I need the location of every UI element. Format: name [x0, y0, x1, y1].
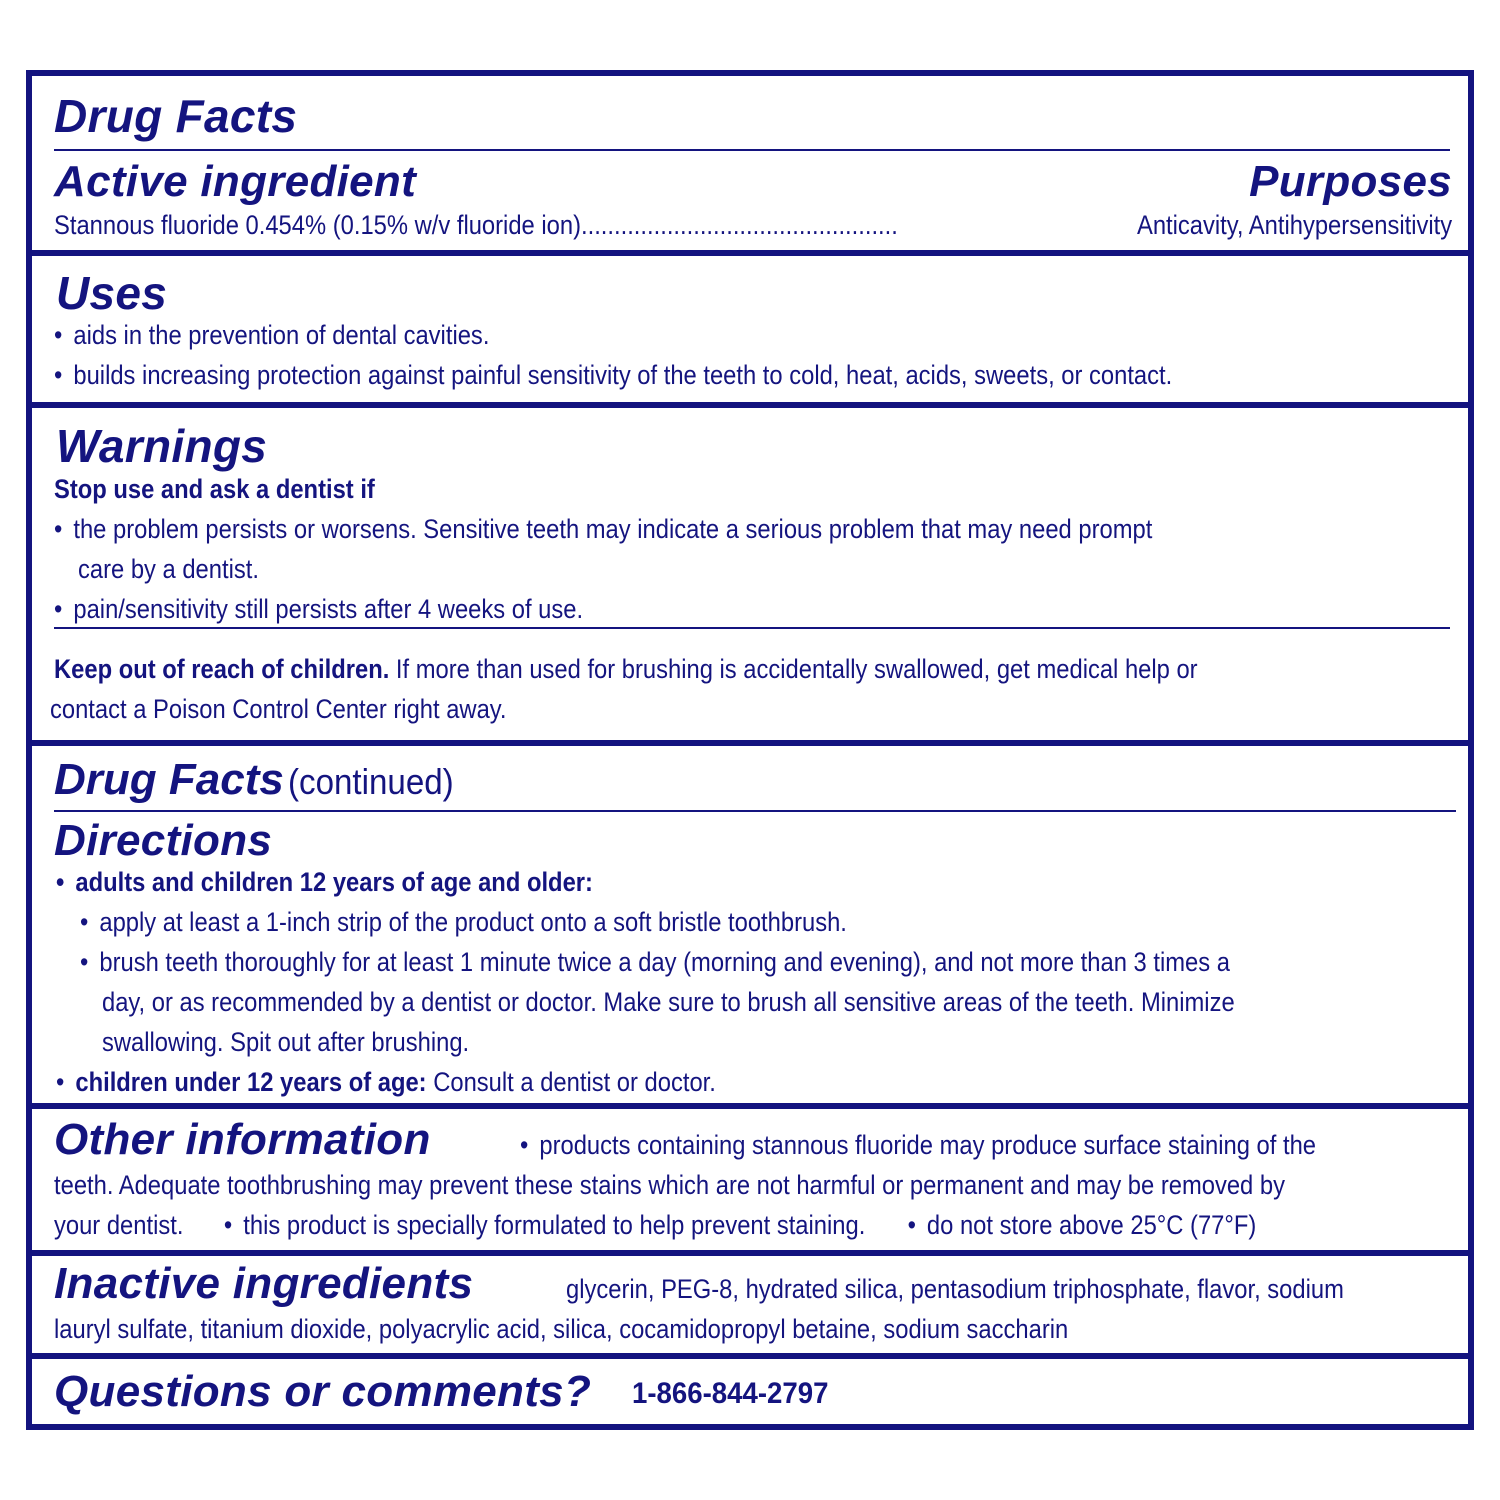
- directions-children-label: children under 12 years of age:: [75, 1067, 427, 1097]
- bullet: •: [54, 514, 63, 544]
- questions-heading: Questions or comments?: [54, 1367, 592, 1416]
- bullet: •: [80, 947, 89, 977]
- directions-children-text: Consult a dentist or doctor.: [433, 1067, 716, 1097]
- section-divider: [32, 250, 1468, 256]
- directions-adult-item-text: brush teeth thoroughly for at least 1 minute twice a day (morning and evening), and not more than 3 times a: [99, 947, 1230, 977]
- directions-adult-item: [80, 902, 847, 942]
- uses-item: [54, 315, 489, 355]
- other-information-text: products containing stannous fluoride may produce surface staining of the: [539, 1130, 1317, 1160]
- active-ingredient-text: [54, 205, 898, 245]
- bullet: •: [56, 1067, 65, 1097]
- other-information-line: [54, 1205, 1256, 1245]
- keep-out-bold: Keep out of reach of children.: [54, 654, 390, 684]
- purposes-heading: Purposes: [1249, 157, 1452, 206]
- bullet: •: [223, 1210, 233, 1240]
- directions-heading: Directions: [54, 816, 273, 865]
- bullet: •: [520, 1130, 529, 1160]
- inactive-ingredients-line: lauryl sulfate, titanium dioxide, polyacrylic acid, silica, cocamidopropyl betaine, sodium saccharin: [54, 1314, 1069, 1344]
- section-divider: [32, 1353, 1468, 1359]
- other-information-heading: Other information: [54, 1115, 431, 1164]
- other-information-text: do not store above 25°C (77°F): [926, 1210, 1257, 1240]
- warning-item-continuation: care by a dentist.: [78, 554, 259, 584]
- purpose-text: Anticavity, Antihypersensitivity: [1136, 210, 1452, 240]
- inactive-ingredients-heading: Inactive ingredients: [54, 1259, 474, 1308]
- warning-item-text: pain/sensitivity still persists after 4 weeks of use.: [73, 594, 584, 624]
- ingredient-name: Stannous fluoride 0.454% (0.15% w/v fluoride ion): [54, 210, 581, 240]
- warnings-rule: [54, 627, 1450, 629]
- warning-item: [54, 509, 1152, 549]
- other-information-text: your dentist.: [54, 1210, 184, 1240]
- drug-facts-panel: [26, 70, 1474, 1430]
- uses-heading: Uses: [56, 267, 168, 319]
- directions-adults: [56, 862, 593, 902]
- inactive-ingredients-line: glycerin, PEG-8, hydrated silica, pentasodium triphosphate, flavor, sodium: [566, 1274, 1344, 1304]
- directions-adult-item-continuation: day, or as recommended by a dentist or doctor. Make sure to brush all sensitive areas of the teeth. Minimize: [102, 987, 1235, 1017]
- other-information-line: teeth. Adequate toothbrushing may prevent these stains which are not harmful or permanent and may be removed by: [54, 1170, 1285, 1200]
- other-information-text: this product is specially formulated to help prevent staining.: [243, 1210, 866, 1240]
- directions-children: [56, 1062, 716, 1102]
- directions-adult-item: [80, 942, 1230, 982]
- section-divider: [32, 1103, 1468, 1109]
- title-rule: [54, 149, 1450, 151]
- questions-phone: 1-866-844-2797: [632, 1377, 829, 1410]
- bullet: •: [80, 907, 89, 937]
- bullet: •: [56, 867, 65, 897]
- section-divider: [32, 740, 1468, 746]
- warnings-heading: Warnings: [56, 420, 268, 472]
- continued-title: [54, 756, 468, 806]
- uses-item: [54, 355, 1172, 395]
- active-ingredient-heading: Active ingredient: [54, 157, 417, 206]
- bullet: •: [54, 594, 63, 624]
- other-information-item: [520, 1125, 1316, 1165]
- warning-item-text: the problem persists or worsens. Sensitive teeth may indicate a serious problem that may need prompt: [73, 514, 1153, 544]
- continued-title-main: Drug Facts: [54, 755, 284, 804]
- directions-adults-label: adults and children 12 years of age and older:: [75, 867, 593, 897]
- directions-adult-item-continuation: swallowing. Spit out after brushing.: [102, 1027, 470, 1057]
- section-divider: [32, 1250, 1468, 1256]
- drug-facts-title: Drug Facts: [54, 90, 298, 142]
- warnings-subheading: Stop use and ask a dentist if: [54, 474, 375, 504]
- bullet: •: [54, 360, 63, 390]
- continued-suffix: (continued): [288, 761, 454, 802]
- keep-out-text: If more than used for brushing is accidentally swallowed, get medical help or: [395, 654, 1198, 684]
- leader-dots: ................................................: [580, 210, 898, 240]
- bullet: •: [907, 1210, 916, 1240]
- continued-rule: [54, 810, 1456, 812]
- bullet: •: [54, 320, 63, 350]
- warning-item: [54, 589, 583, 629]
- uses-item-text: builds increasing protection against painful sensitivity of the teeth to cold, heat, acids, sweets, or contact.: [73, 360, 1173, 390]
- keep-out-line: [54, 649, 1198, 689]
- directions-adult-item-text: apply at least a 1-inch strip of the product onto a soft bristle toothbrush.: [99, 907, 847, 937]
- keep-out-line-2: contact a Poison Control Center right away.: [50, 694, 507, 724]
- uses-item-text: aids in the prevention of dental cavities.: [73, 320, 490, 350]
- section-divider: [32, 402, 1468, 408]
